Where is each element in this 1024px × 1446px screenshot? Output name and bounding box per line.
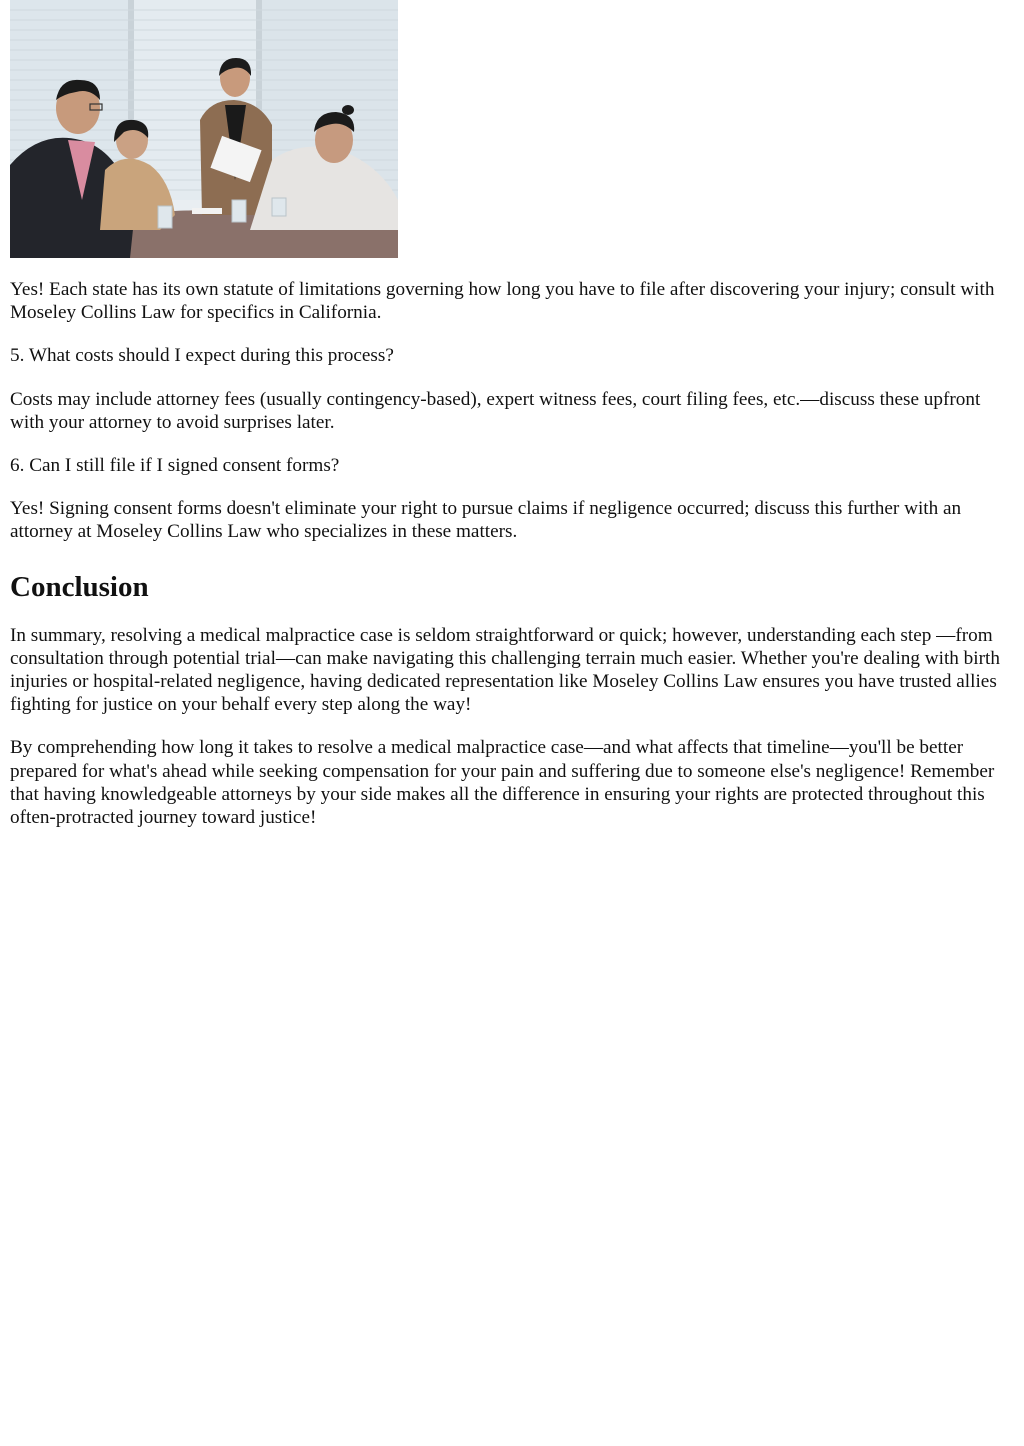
answer-paragraph: Yes! Each state has its own statute of limitations governing how long you have to file after discovering your injury; consult with Moseley Collins Law for specifics in California.	[10, 279, 995, 324]
conclusion-paragraph: In summary, resolving a medical malpractice case is seldom straightforward or quick; however, understanding each step —from consultation through potential trial—can make navigating this challenging terrain much easier. Whether you're dealing with birth injuries or hospital-related negligence, having dedicated representation like Moseley Collins Law ensures you have trusted allies fighting for justice on your behalf every step along the way!	[10, 624, 1000, 716]
conclusion-paragraph: By comprehending how long it takes to resolve a medical malpractice case—and what affects that timeline—you'll be better prepared for what's ahead while seeking compensation for your pain and suffering due to someone else's negligence! Remember that having knowledgeable attorneys by your side makes all the difference in ensuring your rights are protected throughout this often-protracted journey toward justice!	[10, 737, 995, 829]
meeting-photo-icon	[10, 0, 398, 258]
faq-question: 6. Can I still file if I signed consent forms?	[10, 455, 340, 477]
faq-question: 5. What costs should I expect during this process?	[10, 345, 394, 367]
answer-paragraph: Costs may include attorney fees (usually contingency-based), expert witness fees, court filing fees, etc.—discuss these upfront with your attorney to avoid surprises later.	[10, 388, 981, 433]
article-body	[10, 0, 1016, 829]
conclusion-heading: Conclusion	[10, 570, 149, 603]
meeting-photo	[10, 0, 398, 258]
answer-paragraph: Yes! Signing consent forms doesn't eliminate your right to pursue claims if negligence occurred; discuss this further with an attorney at Moseley Collins Law who specializes in these matters.	[10, 498, 962, 543]
